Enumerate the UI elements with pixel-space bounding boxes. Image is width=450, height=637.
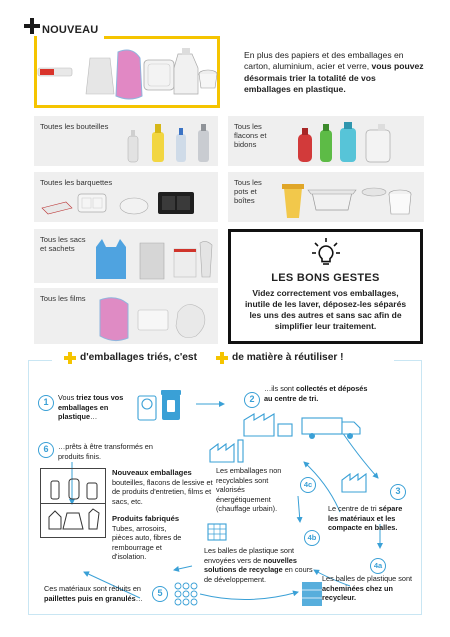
films-illustration <box>90 292 216 344</box>
category-card-pots <box>228 172 424 222</box>
bottles-illustration <box>118 118 218 166</box>
plus-icon <box>64 352 76 364</box>
step-1-number: 1 <box>38 395 54 411</box>
step-4a-text: Les balles de plastique sont acheminées chez un recycleur. <box>322 574 413 602</box>
step-2-text: …ils sont collectés et déposés au centre de tri. <box>264 384 368 403</box>
recycled-products-icons <box>45 473 103 535</box>
barquettes-illustration <box>40 186 216 222</box>
bons-gestes-title: LES BONS GESTES <box>271 272 380 284</box>
category-label: Tous les sacs et sachets <box>40 235 86 253</box>
new-packaging-text: Nouveaux emballages bouteilles, flacons de lessive et de produits d'entretien, films et sacs, etc. <box>112 468 213 506</box>
step-6-number: 6 <box>38 442 54 458</box>
step-3-number: 3 <box>390 484 406 500</box>
products-grid <box>40 468 106 538</box>
category-label: Tous les pots et boîtes <box>234 178 262 205</box>
category-label: Tous les films <box>40 294 86 303</box>
granules-icon <box>172 580 204 606</box>
intro-text: En plus des papiers et des emballages en carton, aluminium, acier et verre, vous pouvez désormais trier la totalité de vos emballages en plastique. <box>244 50 424 94</box>
step-4c-text: Les emballages non recyclables sont valorisés énergétiquement (chauffage urbain). <box>216 466 282 513</box>
collection-truck-icon <box>240 406 380 440</box>
sorting-center-icon <box>340 470 380 494</box>
lightbulb-icon <box>311 238 341 268</box>
step-3-text: Le centre de tri sépare les matériaux et les compacte en balles. <box>328 504 403 532</box>
category-card-flacons <box>228 116 424 166</box>
category-card-films <box>34 288 218 344</box>
step-2-number: 2 <box>244 392 260 408</box>
category-label: Tous les flacons et bidons <box>234 122 267 149</box>
step-1-text: Vous triez tous vos emballages en plastique… <box>58 393 124 421</box>
new-packaging-illustration <box>36 44 218 104</box>
step-5-number: 5 <box>152 586 168 602</box>
sorting-bins-icon <box>136 388 196 424</box>
plus-icon <box>216 352 228 364</box>
step-5-text: Ces matériaux sont réduits en paillettes puis en granulés… <box>44 584 143 603</box>
plastic-bales-icon <box>206 522 228 542</box>
category-label: Toutes les barquettes <box>40 178 113 187</box>
flacons-illustration <box>292 118 422 166</box>
bags-illustration <box>90 233 216 283</box>
products-made-text: Produits fabriqués Tubes, arrosoirs, pièces auto, fibres de rembourrage et d'isolation. <box>112 514 182 561</box>
category-card-bouteilles <box>34 116 218 166</box>
bons-gestes-box <box>228 229 423 344</box>
step-4b-number: 4b <box>304 530 320 546</box>
bons-gestes-text: Videz correctement vos emballages, inutile de les laver, déposez-les séparés les uns des autres et sans sac afin de simplifier leur traitement. <box>244 288 407 331</box>
category-card-sacs <box>34 229 218 283</box>
pots-illustration <box>278 174 422 222</box>
step-4b-text: Les balles de plastique sont envoyées vers de nouvelles solutions de recyclage en cours de développement. <box>204 546 313 584</box>
category-card-barquettes <box>34 172 218 222</box>
category-label: Toutes les bouteilles <box>40 122 109 131</box>
nouveau-label: NOUVEAU <box>42 24 99 36</box>
banner-text: d'emballages triés, c'est <box>80 352 197 363</box>
plus-icon <box>24 18 40 34</box>
bales-stack-icon <box>300 578 324 608</box>
step-4a-number: 4a <box>370 558 386 574</box>
step-6-text: …prêts à être transformés en produits finis. <box>58 442 153 461</box>
incinerator-icon <box>208 438 248 464</box>
step-4c-number: 4c <box>300 477 316 493</box>
